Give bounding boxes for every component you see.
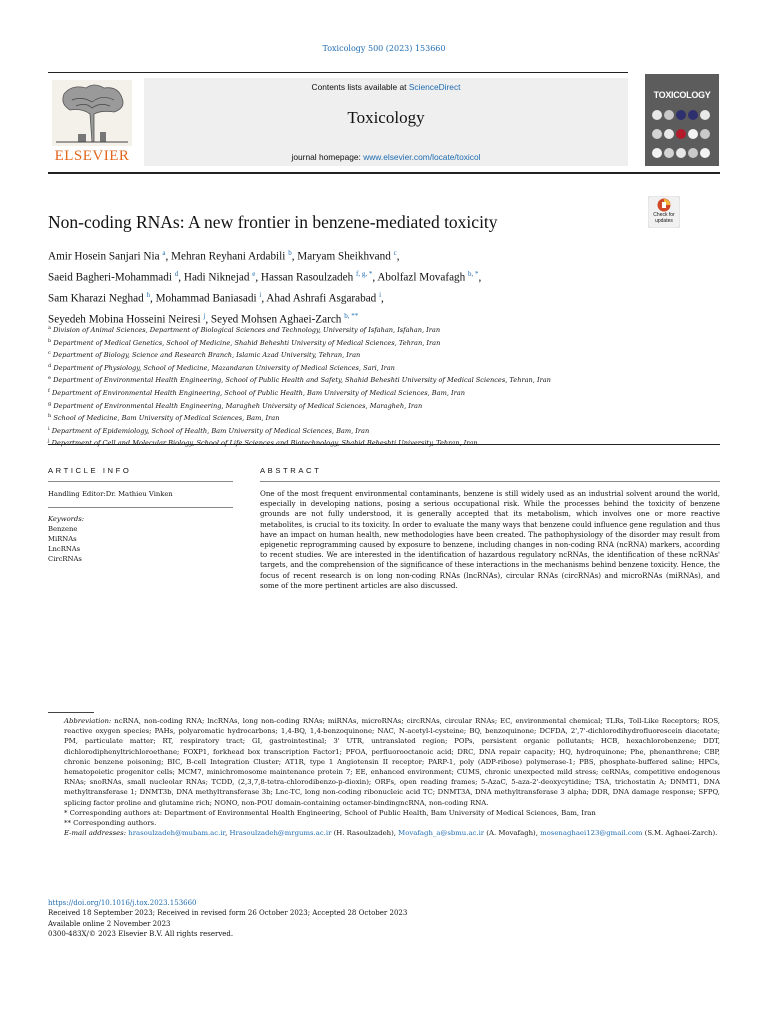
affiliation-item: $^e$ Department of Environmental Health Engineering, School of Public Health and Safety, Shahid Beheshti University of Medical Sciences, Tehran, Iran: [48, 375, 551, 385]
author-list: Amir Hosein Sanjari Nia $^a$, Mehran Reyhani Ardabili $^b$, Maryam Sheikhvand $^c$, Saeid Bagheri-Mohammadi $^d$, Hadi Niknejad $^e$, Hassan Rasoulzadeh $^{f, g, *}$, Abolfazl Movafagh $^{b, *}$, Sam Kharazi Neghad $^h$, Mohammad Baniasadi $^i$, Ahad Ashrafi Asgarabad $^i$, Seyedeh Mobina Hosseini Neiresi $^j$, Seyed Mohsen Aghaei-Zarch $^{b, **}$: [48, 249, 482, 326]
author-affiliation-mark[interactable]: a: [162, 249, 166, 257]
abstract-text: One of the most frequent environmental contaminants, benzene is still widely used as an industrial solvent around the world, especially in developing nations, posing a serious occupational risk. While the processes behind the toxicity of benzene grounds are not fully understood, it is generally accepted that its metabolism, which involves one or more reactive metabolites, is crucial to its toxicity. In order to evaluate the many ways that benzene could influence gene regulation and thus have an impact on human health, new methodologies have been created. The pathophysiology of the disorder may result from epigenetic reprogramming caused by exposure to benzene, including changes in non-coding RNA (ncRNA) markers, according to recent studies. We are interested in the identification of hazardous regulatory ncRNAs, the identification of these ncRNAs' targets, and the comprehension of the significance of these interactions in the mechanisms behind benzene toxicity. Hence, the focus of recent research is on long non-coding RNAs (lncRNAs), circular RNAs (circRNAs) and microRNAs (miRNAs), and some of the more pertinent articles are also discussed.: [260, 489, 720, 590]
article-info: [48, 489, 233, 564]
email-link[interactable]: Hrasoulzadeh@mrgums.ac.ir: [229, 829, 332, 838]
affiliation-list: [48, 323, 728, 449]
author: Seyedeh Mobina Hosseini Neiresi: [48, 313, 201, 326]
journal-homepage-link[interactable]: www.elsevier.com/locate/toxicol: [363, 152, 481, 162]
handling-editor: Handling Editor:Dr. Mathieu Vinken: [48, 490, 173, 498]
bibliographic-info: [48, 898, 720, 940]
author: Saeid Bagheri-Mohammadi: [48, 271, 172, 284]
section-divider: [48, 444, 720, 445]
keyword: MiRNAs: [48, 535, 77, 543]
author: Mehran Reyhani Ardabili: [171, 250, 286, 263]
affiliation-item: $^d$ Department of Physiology, School of Medicine, Mazandaran University of Medical Sciences, Sari, Iran: [48, 362, 395, 372]
author: Seyed Mohsen Aghaei-Zarch: [210, 313, 342, 326]
author: Mohammad Baniasadi: [155, 292, 257, 305]
author: Hadi Niknejad: [183, 271, 250, 284]
received-dates: Received 18 September 2023; Received in revised form 26 October 2023; Accepted 28 October 2023: [48, 909, 408, 918]
available-online: Available online 2 November 2023: [48, 919, 171, 928]
elsevier-tree-icon: [52, 80, 132, 146]
doi-link[interactable]: https://doi.org/10.1016/j.tox.2023.153660: [48, 899, 197, 907]
footnotes: [48, 716, 720, 838]
author-affiliation-mark[interactable]: c: [393, 249, 397, 257]
article-info-rule: [48, 481, 233, 482]
homepage-line: [144, 152, 628, 162]
author: Maryam Sheikhvand: [297, 250, 391, 263]
email-link[interactable]: Movafagh_a@sbmu.ac.ir: [398, 829, 485, 838]
keyword: CircRNAs: [48, 555, 82, 563]
author-affiliation-mark[interactable]: h: [146, 291, 150, 300]
keywords-label: Keywords:: [48, 515, 85, 523]
contents-line: [144, 82, 628, 92]
corresponding-authors-footnote: * Corresponding authors at: Department of Environmental Health Engineering, School of Public Health, Bam University of Medical Sciences, Bam, Iran: [64, 808, 596, 817]
sciencedirect-link[interactable]: ScienceDirect: [408, 82, 461, 92]
author-affiliation-mark[interactable]: j: [203, 312, 206, 321]
corresponding-authors-footnote-2: ** Corresponding authors.: [64, 819, 157, 828]
abbreviation-text: ncRNA, non-coding RNA; lncRNAs, long non-coding RNAs; miRNAs, microRNAs; circRNAs, circular RNAs; EC, environmental chemical; TLRs, Toll-Like Receptors; ROS, reactive oxygen species; PAHs, polyaromatic hydrocarbons; 1,4-BQ, 1,4-benzoquinone; NAC, N-acetyl-l-cysteine; BQ, benzoquinone; DCFDA, 2',7'-dichlorodihydrofluorescein diacetate; PM, particulate matter; RT, respiratory tract; GI, gastrointestinal; 3' UTR, untranslated region; POPs, persistent organic pollutants; HCB, hexachlorobenzene; DDT, dichlorodiphenyltrichloroethane; FOXP1, forkhead box transcription Factor1; PFOA, perfluorooctanoic acid; DRC, DNA repair capacity; HQ, hydroquinone; Phe, phenanthrene; CBP, chronic benzene poisoning; BIC, B-cell Integration Cluster; AT1R, type 1 Angiotensin II receptor; PARP-1, poly (ADP-ribose) polymerase-1; PBS, phosphate-buffered saline; HPCs, hematopoietic progenitor cells; MCM7, minichromosome maintenance protein 7; EE, enhanced environment; CUMS, chronic unexpected mild stress; ceRNAs, competitive endogenous RNAs; snoRNAs, small nucleolar RNAs; TCDD, (2,3,7,8-tetra-chlorodibenzo-p-dioxin); ORFs, open reading frames; 5-AzaC, 5-aza-2'-deoxycytidine; TSA, trichostatin A; DNMT1, DNA methyltransferase 1; DNMT3b, DNA methyltransferase 3b; Lnc-TC, long non-coding ribonucleic acid TC; DNMT3A, DNA methyltransferase 3 alpha; DDR, DNA damage response; SFPQ, splicing factor proline and glutamine rich; NONO, non-POU domain-containing octamer-bindingncRNA, non-coding RNA.: [64, 717, 720, 807]
homepage-prefix: journal homepage:: [291, 152, 364, 162]
journal-name: Toxicology: [347, 108, 425, 127]
elsevier-wordmark: ELSEVIER: [54, 148, 130, 164]
elsevier-logo[interactable]: [48, 78, 136, 166]
abstract-rule: [260, 481, 720, 482]
author-affiliation-mark[interactable]: f, g, *: [356, 270, 373, 279]
check-for-updates-label: Check for updates: [653, 212, 675, 224]
email-link[interactable]: mosenaghaei123@gmail.com: [540, 829, 643, 838]
abbreviations-footnote: [48, 716, 720, 808]
affiliation-item: $^f$ Department of Environmental Health Engineering, School of Public Health, Bam University of Medical Sciences, Bam, Iran: [48, 387, 465, 398]
author: Amir Hosein Sanjari Nia: [48, 250, 160, 263]
footnote-rule: [48, 712, 94, 713]
email-label: E-mail addresses:: [64, 829, 127, 838]
journal-reference[interactable]: Toxicology 500 (2023) 153660: [322, 44, 446, 53]
author: Sam Kharazi Neghad: [48, 292, 144, 305]
affiliation-item: $^i$ Department of Epidemiology, School of Health, Bam University of Medical Sciences, Bam, Iran: [48, 425, 370, 435]
email-link[interactable]: hrasoulzadeh@mubam.ac.ir: [128, 829, 226, 838]
email-footnote: E-mail addresses: hrasoulzadeh@mubam.ac.ir, Hrasoulzadeh@mrgums.ac.ir (H. Rasoulzadeh), Movafagh_a@sbmu.ac.ir (A. Movafagh), mosenaghaei123@gmail.com (S.M. Aghaei-Zarch).: [64, 829, 718, 838]
author-affiliation-mark[interactable]: d: [174, 270, 179, 279]
author: Ahad Ashrafi Asgarabad: [266, 292, 377, 305]
author-affiliation-mark[interactable]: i: [379, 291, 382, 300]
affiliation-item: $^c$ Department of Biology, Science and Research Branch, Islamic Azad University, Tehran, Iran: [48, 350, 361, 360]
author-affiliation-mark[interactable]: b, *: [468, 270, 479, 279]
keyword: Benzene: [48, 525, 78, 533]
keywords-rule: [48, 507, 233, 508]
author-affiliation-mark[interactable]: e: [252, 270, 256, 279]
author-affiliation-mark[interactable]: b, **: [344, 312, 359, 321]
journal-cover[interactable]: [645, 74, 719, 166]
affiliation-item: $^a$ Division of Animal Sciences, Department of Biological Sciences and Technology, University of Isfahan, Isfahan, Iran: [48, 325, 441, 335]
copyright: 0300-483X/© 2023 Elsevier B.V. All rights reserved.: [48, 930, 234, 939]
article-title: Non-coding RNAs: A new frontier in benzene-mediated toxicity: [48, 212, 498, 232]
affiliation-item: $^b$ Department of Medical Genetics, School of Medicine, Shahid Beheshti University of Medical Sciences, Tehran, Iran: [48, 337, 441, 347]
contents-prefix: Contents lists available at: [311, 82, 409, 92]
journal-header: [48, 78, 628, 168]
cover-title: TOXICOLOGY: [653, 90, 711, 100]
affiliation-item: $^g$ Department of Environmental Health Engineering, Maragheh University of Medical Sciences, Maragheh, Iran: [48, 400, 423, 410]
header-top-rule: [48, 72, 628, 73]
author-affiliation-mark[interactable]: i: [259, 291, 262, 300]
journal-banner: [144, 78, 628, 166]
header-bottom-rule: [48, 172, 720, 174]
keyword: LncRNAs: [48, 545, 81, 553]
abbreviation-label: Abbreviation:: [64, 717, 112, 725]
author-affiliation-mark[interactable]: b: [288, 249, 292, 257]
affiliation-item: $^h$ School of Medicine, Bam University of Medical Sciences, Bam, Iran: [48, 413, 280, 423]
author: Hassan Rasoulzadeh: [260, 271, 354, 284]
abstract-heading: ABSTRACT: [260, 466, 322, 475]
affiliation-item: j: [48, 438, 50, 445]
cover-dots-icon: [651, 106, 713, 163]
article-info-heading: ARTICLE INFO: [48, 466, 132, 475]
author: Abolfazl Movafagh: [377, 271, 466, 284]
